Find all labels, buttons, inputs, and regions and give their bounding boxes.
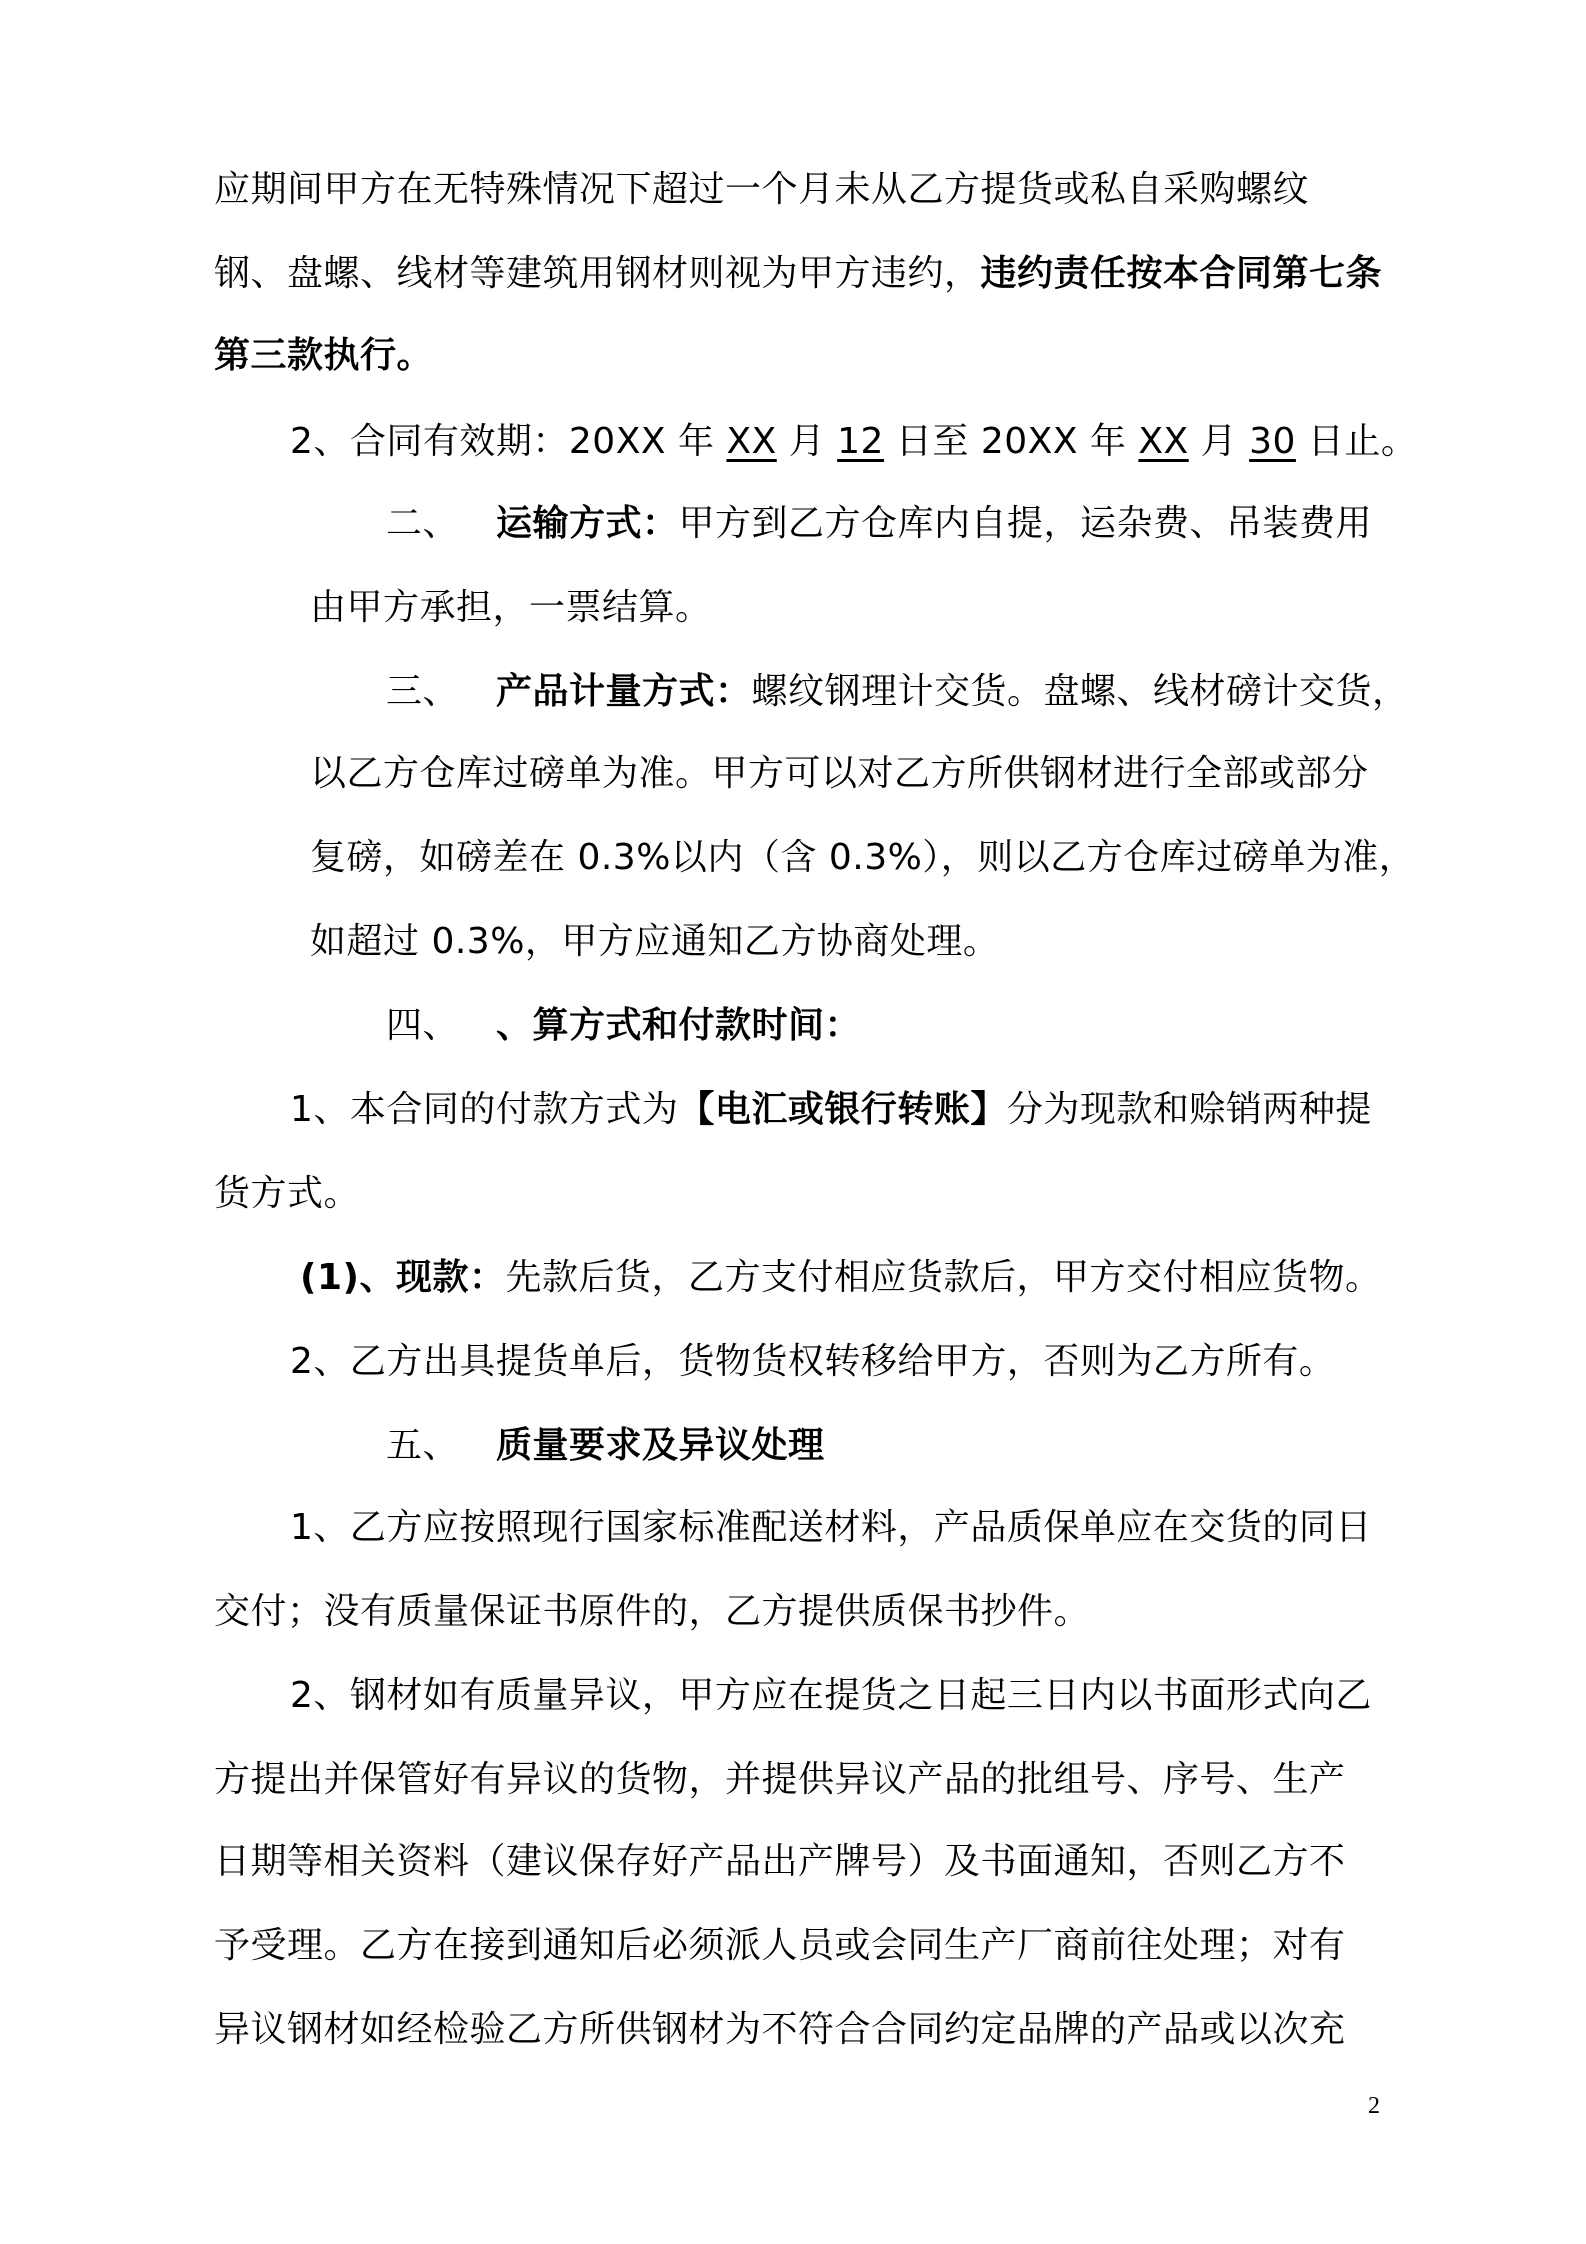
paragraph-line <box>300 1256 1470 1300</box>
section-number: 四、 <box>386 1005 460 1046</box>
validity-line <box>290 420 1460 464</box>
paragraph-line <box>214 2008 1384 2052</box>
text-run: 复磅，如磅差在 0.3%以内（含 0.3%），则以乙方仓库过磅单为准， <box>310 837 1416 878</box>
paragraph-line <box>310 586 1480 630</box>
bold-text-run: 违约责任按本合同第七条 <box>980 253 1383 294</box>
text-run: 由甲方承担，一票结算。 <box>310 587 712 628</box>
paragraph-line <box>214 1840 1384 1884</box>
section-title: 运输方式： <box>496 503 679 544</box>
text-run: 货方式。 <box>214 1173 361 1214</box>
text-run: 分为现款和赊销两种提 <box>1006 1089 1372 1130</box>
text-run: 日止。 <box>1295 421 1418 462</box>
bold-text-run: 第三款执行。 <box>214 335 434 376</box>
paragraph-line <box>214 1924 1384 1968</box>
text-run: 1、乙方应按照现行国家标准配送材料，产品质保单应在交货的同日 <box>290 1507 1372 1548</box>
text-run: 应期间甲方在无特殊情况下超过一个月未从乙方提货或私自采购螺纹 <box>214 169 1310 210</box>
paragraph-line <box>214 1172 1384 1216</box>
text-run: 1、本合同的付款方式为 <box>290 1089 679 1130</box>
underlined-value: 30 <box>1249 421 1296 462</box>
page-number: 2 <box>1368 2093 1380 2119</box>
bold-text-run: (1)、现款： <box>300 1257 506 1298</box>
text-run: 钢、盘螺、线材等建筑用钢材则视为甲方违约， <box>214 253 981 294</box>
paragraph-line <box>214 1590 1384 1634</box>
paragraph-line <box>310 836 1480 880</box>
paragraph-line <box>290 1674 1460 1718</box>
paragraph-line <box>310 752 1480 796</box>
underlined-value: XX <box>726 421 777 462</box>
section-title: 质量要求及异议处理 <box>496 1425 825 1466</box>
section-number: 五、 <box>386 1425 460 1466</box>
underlined-value: 12 <box>837 421 884 462</box>
paragraph-line <box>214 168 1384 212</box>
text-run: 以乙方仓库过磅单为准。甲方可以对乙方所供钢材进行全部或部分 <box>310 753 1369 794</box>
section-title: 产品计量方式： <box>496 671 752 712</box>
paragraph-line <box>214 252 1384 296</box>
text-run: 交付；没有质量保证书原件的，乙方提供质保书抄件。 <box>214 1591 1091 1632</box>
text-run: 2、钢材如有质量异议，甲方应在提货之日起三日内以书面形式向乙 <box>290 1675 1372 1716</box>
bold-text-run: 【电汇或银行转账】 <box>678 1089 1007 1130</box>
text-run: 如超过 0.3%，甲方应通知乙方协商处理。 <box>310 921 1000 962</box>
section-heading <box>386 1004 1556 1048</box>
paragraph-line <box>290 1088 1460 1132</box>
text-run: 日至 20XX 年 <box>883 421 1139 462</box>
section-number: 二、 <box>386 503 460 544</box>
text-run: 方提出并保管好有异议的货物，并提供异议产品的批组号、序号、生产 <box>214 1759 1346 1800</box>
text-run: 2、乙方出具提货单后，货物货权转移给甲方，否则为乙方所有。 <box>290 1341 1336 1382</box>
section-heading <box>386 670 1556 714</box>
paragraph-line <box>214 1758 1384 1802</box>
text-run: 异议钢材如经检验乙方所供钢材为不符合合同约定品牌的产品或以次充 <box>214 2009 1346 2050</box>
text-run: 月 <box>776 421 838 462</box>
section-heading <box>386 1424 1556 1468</box>
section-heading <box>386 502 1556 546</box>
text-run: 2、合同有效期：20XX 年 <box>290 421 727 462</box>
underlined-value: XX <box>1138 421 1189 462</box>
text-run: 先款后货，乙方支付相应货款后，甲方交付相应货物。 <box>505 1257 1382 1298</box>
paragraph-line <box>290 1340 1460 1384</box>
text-run: 月 <box>1188 421 1250 462</box>
paragraph-line <box>290 1506 1460 1550</box>
section-number: 三、 <box>386 671 460 712</box>
paragraph-line <box>214 334 1384 378</box>
section-title: 、算方式和付款时间： <box>496 1005 862 1046</box>
paragraph-line <box>310 920 1480 964</box>
text-run: 螺纹钢理计交货。盘螺、线材磅计交货， <box>751 671 1409 712</box>
text-run: 日期等相关资料（建议保存好产品出产牌号）及书面通知，否则乙方不 <box>214 1841 1346 1882</box>
text-run: 甲方到乙方仓库内自提，运杂费、吊装费用 <box>678 503 1373 544</box>
text-run: 予受理。乙方在接到通知后必须派人员或会同生产厂商前往处理；对有 <box>214 1925 1346 1966</box>
